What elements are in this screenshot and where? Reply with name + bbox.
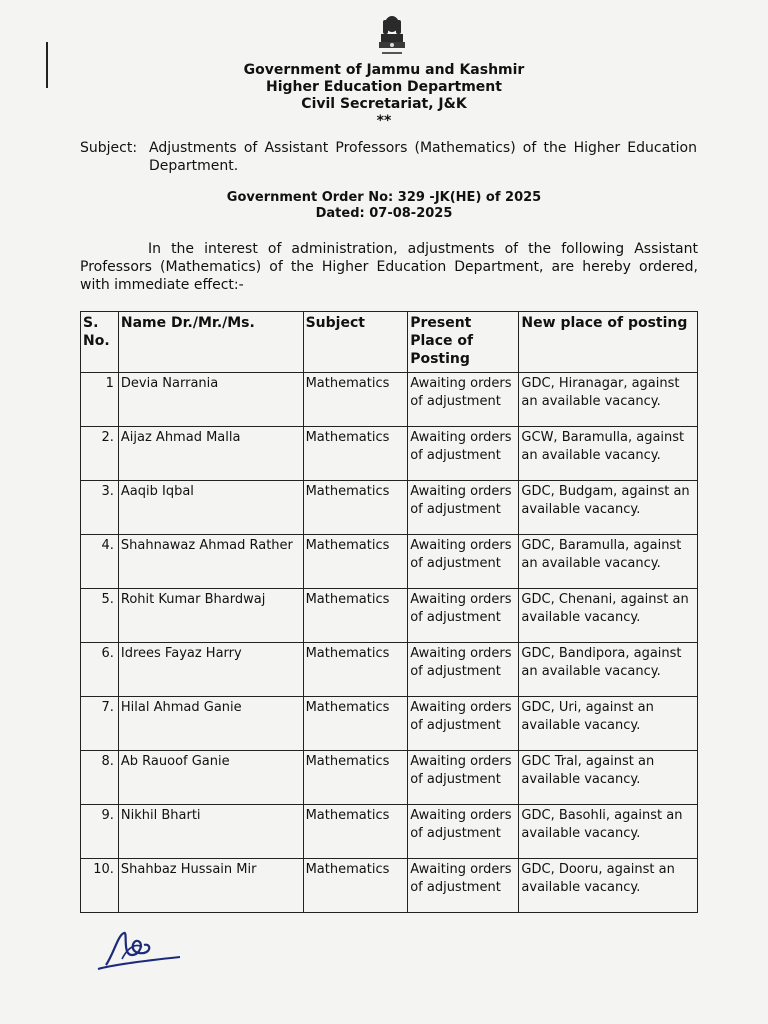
cell-new-place: GDC, Baramulla, against an available vacancy. <box>519 535 698 589</box>
table-row <box>81 697 698 751</box>
table-header-row <box>81 312 698 373</box>
header-name: Name Dr./Mr./Ms. <box>118 312 303 373</box>
subject-label: Subject: <box>80 140 138 156</box>
cell-sno: 10. <box>81 859 119 913</box>
cell-subject: Mathematics <box>303 427 408 481</box>
cell-present-place: Awaiting orders of adjustment <box>408 751 519 805</box>
intro-paragraph: In the interest of administration, adjustments of the following Assistant Professors (Mathematics) of the Higher Education Department, are hereby ordered, with immediate effect:- <box>80 241 698 293</box>
cell-new-place: GCW, Baramulla, against an available vacancy. <box>519 427 698 481</box>
cell-new-place: GDC Tral, against an available vacancy. <box>519 751 698 805</box>
table-row <box>81 805 698 859</box>
cell-present-place: Awaiting orders of adjustment <box>408 697 519 751</box>
cell-name: Aaqib Iqbal <box>118 481 303 535</box>
cell-name: Nikhil Bharti <box>118 805 303 859</box>
cell-present-place: Awaiting orders of adjustment <box>408 859 519 913</box>
signature-icon <box>92 925 184 975</box>
cell-subject: Mathematics <box>303 643 408 697</box>
cell-name: Shahbaz Hussain Mir <box>118 859 303 913</box>
cell-present-place: Awaiting orders of adjustment <box>408 589 519 643</box>
cell-new-place: GDC, Basohli, against an available vacancy. <box>519 805 698 859</box>
cell-present-place: Awaiting orders of adjustment <box>408 643 519 697</box>
cell-name: Hilal Ahmad Ganie <box>118 697 303 751</box>
cell-present-place: Awaiting orders of adjustment <box>408 481 519 535</box>
cell-subject: Mathematics <box>303 751 408 805</box>
cell-name: Ab Rauoof Ganie <box>118 751 303 805</box>
order-date: Dated: 07-08-2025 <box>315 206 453 221</box>
header-new-place: New place of posting <box>519 312 698 373</box>
cell-subject: Mathematics <box>303 589 408 643</box>
cell-sno: 1 <box>81 373 119 427</box>
secretariat-name: Civil Secretariat, J&K <box>301 96 467 112</box>
cell-name: Aijaz Ahmad Malla <box>118 427 303 481</box>
table-row <box>81 643 698 697</box>
government-name: Government of Jammu and Kashmir <box>243 62 525 78</box>
cell-new-place: GDC, Hiranagar, against an available vacancy. <box>519 373 698 427</box>
table-row <box>81 589 698 643</box>
cell-sno: 8. <box>81 751 119 805</box>
subject-text: Adjustments of Assistant Professors (Mathematics) of the Higher Education Department. <box>149 140 697 174</box>
table-row <box>81 373 698 427</box>
header-subject: Subject <box>303 312 408 373</box>
cell-present-place: Awaiting orders of adjustment <box>408 427 519 481</box>
cell-subject: Mathematics <box>303 859 408 913</box>
header-sno: S. No. <box>81 312 119 373</box>
cell-new-place: GDC, Bandipora, against an available vacancy. <box>519 643 698 697</box>
order-number: Government Order No: 329 -JK(HE) of 2025 <box>226 190 542 205</box>
cell-sno: 5. <box>81 589 119 643</box>
state-emblem-icon <box>372 14 412 60</box>
cell-subject: Mathematics <box>303 535 408 589</box>
order-block <box>0 190 768 222</box>
cell-subject: Mathematics <box>303 373 408 427</box>
header-separator: ** <box>376 113 392 129</box>
cell-subject: Mathematics <box>303 805 408 859</box>
cell-present-place: Awaiting orders of adjustment <box>408 805 519 859</box>
header-present-place: Present Place of Posting <box>408 312 519 373</box>
table-row <box>81 427 698 481</box>
cell-sno: 7. <box>81 697 119 751</box>
cell-new-place: GDC, Uri, against an available vacancy. <box>519 697 698 751</box>
table-row <box>81 751 698 805</box>
department-name: Higher Education Department <box>266 79 502 95</box>
cell-sno: 9. <box>81 805 119 859</box>
cell-sno: 6. <box>81 643 119 697</box>
adjustment-table <box>80 311 698 913</box>
cell-name: Devia Narrania <box>118 373 303 427</box>
cell-name: Idrees Fayaz Harry <box>118 643 303 697</box>
cell-new-place: GDC, Dooru, against an available vacancy. <box>519 859 698 913</box>
cell-present-place: Awaiting orders of adjustment <box>408 535 519 589</box>
cell-sno: 4. <box>81 535 119 589</box>
cell-name: Rohit Kumar Bhardwaj <box>118 589 303 643</box>
table-row <box>81 859 698 913</box>
cell-name: Shahnawaz Ahmad Rather <box>118 535 303 589</box>
cell-new-place: GDC, Budgam, against an available vacancy. <box>519 481 698 535</box>
cell-sno: 2. <box>81 427 119 481</box>
cell-sno: 3. <box>81 481 119 535</box>
cell-subject: Mathematics <box>303 481 408 535</box>
cell-subject: Mathematics <box>303 697 408 751</box>
table-row <box>81 481 698 535</box>
letterhead <box>0 62 768 130</box>
cell-new-place: GDC, Chenani, against an available vacancy. <box>519 589 698 643</box>
cell-present-place: Awaiting orders of adjustment <box>408 373 519 427</box>
table-row <box>81 535 698 589</box>
